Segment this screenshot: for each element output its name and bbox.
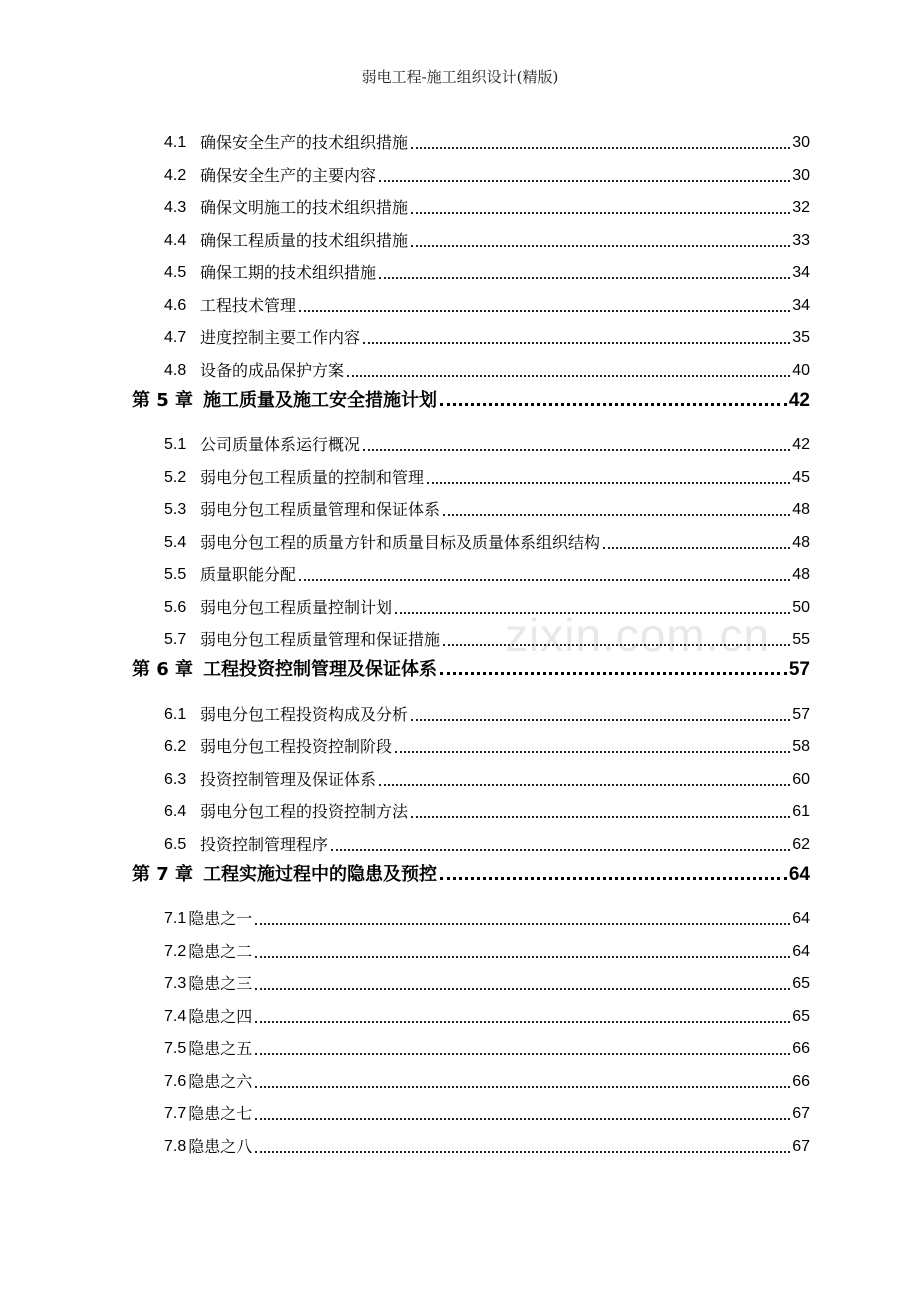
toc-entry[interactable] <box>164 593 810 619</box>
entry-title: 设备的成品保护方案 <box>200 361 345 380</box>
section-number: 7.5 <box>164 1040 187 1057</box>
dot-leader <box>411 244 790 247</box>
entry-title: 隐患之三 <box>188 974 253 993</box>
dot-leader <box>363 448 790 451</box>
page-number: 48 <box>792 534 810 551</box>
section-number: 5.6 <box>164 599 187 616</box>
page-number: 32 <box>792 199 810 216</box>
toc-entry[interactable] <box>164 625 810 651</box>
dot-leader <box>347 374 790 377</box>
entry-title: 施工质量及施工安全措施计划 <box>203 390 438 411</box>
section-number: 4.2 <box>164 167 187 184</box>
entry-title: 隐患之一 <box>188 909 253 928</box>
section-number: 4.5 <box>164 264 187 281</box>
toc-entry[interactable] <box>164 161 810 187</box>
page-number: 55 <box>792 631 810 648</box>
toc-entry[interactable] <box>164 495 810 521</box>
watermark: zixin.com.cn <box>505 609 771 661</box>
page-number: 60 <box>792 771 810 788</box>
page-number: 48 <box>792 566 810 583</box>
section-number: 4.1 <box>164 134 187 151</box>
section-number: 7.6 <box>164 1073 187 1090</box>
dot-leader <box>440 402 787 406</box>
page-number: 50 <box>792 599 810 616</box>
dot-leader <box>255 1052 790 1055</box>
dot-leader <box>331 848 790 851</box>
page-number: 30 <box>792 134 810 151</box>
toc-chapter-entry[interactable] <box>132 382 810 412</box>
entry-title: 弱电分包工程质量管理和保证措施 <box>200 630 441 649</box>
page-number: 34 <box>792 264 810 281</box>
page-number: 45 <box>792 469 810 486</box>
page-number: 57 <box>792 706 810 723</box>
dot-leader <box>440 671 787 675</box>
entry-title: 弱电分包工程质量控制计划 <box>200 598 393 617</box>
entry-title: 隐患之六 <box>188 1072 253 1091</box>
entry-title: 投资控制管理程序 <box>200 835 329 854</box>
section-number: 7.3 <box>164 975 187 992</box>
dot-leader <box>443 513 790 516</box>
page-number: 33 <box>792 232 810 249</box>
dot-leader <box>440 876 787 880</box>
dot-leader <box>411 815 790 818</box>
section-number: 5.5 <box>164 566 187 583</box>
page-number: 42 <box>788 390 810 411</box>
dot-leader <box>443 643 790 646</box>
entry-title: 隐患之八 <box>188 1137 253 1156</box>
entry-title: 工程技术管理 <box>200 296 297 315</box>
toc-entry[interactable] <box>164 1067 810 1093</box>
toc-entry[interactable] <box>164 193 810 219</box>
dot-leader <box>255 922 790 925</box>
page-number: 62 <box>792 836 810 853</box>
entry-title: 确保安全生产的技术组织措施 <box>200 133 409 152</box>
page-number: 58 <box>792 738 810 755</box>
toc-entry[interactable] <box>164 226 810 252</box>
toc-entry[interactable] <box>164 463 810 489</box>
dot-leader <box>379 179 790 182</box>
section-number: 4.7 <box>164 329 187 346</box>
section-number: 7.8 <box>164 1138 187 1155</box>
entry-title: 质量职能分配 <box>200 565 297 584</box>
page-number: 61 <box>792 803 810 820</box>
entry-title: 确保文明施工的技术组织措施 <box>200 198 409 217</box>
dot-leader <box>411 718 790 721</box>
dot-leader <box>395 750 790 753</box>
toc-entry[interactable] <box>164 258 810 284</box>
toc-entry[interactable] <box>164 323 810 349</box>
entry-title: 弱电分包工程质量管理和保证体系 <box>200 500 441 519</box>
page-number: 42 <box>792 436 810 453</box>
page-number: 65 <box>792 1008 810 1025</box>
toc-entry[interactable] <box>164 128 810 154</box>
entry-title: 隐患之二 <box>188 942 253 961</box>
section-number: 4.8 <box>164 362 187 379</box>
entry-title: 确保工期的技术组织措施 <box>200 263 377 282</box>
toc-entry[interactable] <box>164 430 810 456</box>
chapter-label: 第 6 章 <box>132 659 194 680</box>
section-number: 4.6 <box>164 297 187 314</box>
section-number: 7.2 <box>164 943 187 960</box>
dot-leader <box>255 1020 790 1023</box>
page-header: 弱电工程-施工组织设计(精版) <box>361 68 559 86</box>
page-number: 48 <box>792 501 810 518</box>
section-number: 7.1 <box>164 910 187 927</box>
page-number: 34 <box>792 297 810 314</box>
toc-entry[interactable] <box>164 528 810 554</box>
entry-title: 隐患之四 <box>188 1007 253 1026</box>
section-number: 6.3 <box>164 771 187 788</box>
section-number: 5.1 <box>164 436 187 453</box>
section-number: 5.4 <box>164 534 187 551</box>
dot-leader <box>411 211 790 214</box>
entry-title: 确保安全生产的主要内容 <box>200 166 377 185</box>
section-number: 6.1 <box>164 706 187 723</box>
dot-leader <box>395 611 790 614</box>
entry-title: 确保工程质量的技术组织措施 <box>200 231 409 250</box>
dot-leader <box>299 578 790 581</box>
page-number: 35 <box>792 329 810 346</box>
entry-title: 工程投资控制管理及保证体系 <box>203 659 438 680</box>
entry-title: 弱电分包工程投资构成及分析 <box>200 705 409 724</box>
section-number: 7.7 <box>164 1105 187 1122</box>
chapter-label: 第 5 章 <box>132 390 194 411</box>
dot-leader <box>427 481 790 484</box>
page-number: 64 <box>792 910 810 927</box>
toc-entry[interactable] <box>164 765 810 791</box>
section-number: 5.7 <box>164 631 187 648</box>
toc-entry[interactable] <box>164 904 810 930</box>
dot-leader <box>255 1085 790 1088</box>
page-number: 64 <box>792 943 810 960</box>
entry-title: 公司质量体系运行概况 <box>200 435 361 454</box>
toc-chapter-entry[interactable] <box>132 651 810 681</box>
dot-leader <box>255 955 790 958</box>
toc-entry[interactable] <box>164 1099 810 1125</box>
dot-leader <box>411 146 790 149</box>
page-number: 40 <box>792 362 810 379</box>
page-number: 66 <box>792 1040 810 1057</box>
entry-title: 弱电分包工程的质量方针和质量目标及质量体系组织结构 <box>200 533 601 552</box>
entry-title: 弱电分包工程的投资控制方法 <box>200 802 409 821</box>
section-number: 6.5 <box>164 836 187 853</box>
dot-leader <box>255 1117 790 1120</box>
dot-leader <box>255 1150 790 1153</box>
toc-entry[interactable] <box>164 1132 810 1158</box>
page-number: 66 <box>792 1073 810 1090</box>
entry-title: 弱电分包工程质量的控制和管理 <box>200 468 425 487</box>
toc-entry[interactable] <box>164 1002 810 1028</box>
page-number: 30 <box>792 167 810 184</box>
dot-leader <box>603 546 790 549</box>
section-number: 5.3 <box>164 501 187 518</box>
entry-title: 弱电分包工程投资控制阶段 <box>200 737 393 756</box>
section-number: 6.2 <box>164 738 187 755</box>
page-number: 64 <box>788 864 810 885</box>
dot-leader <box>379 783 790 786</box>
toc-entry[interactable] <box>164 560 810 586</box>
page-number: 57 <box>788 659 810 680</box>
toc-entry[interactable] <box>164 937 810 963</box>
entry-title: 隐患之五 <box>188 1039 253 1058</box>
section-number: 4.3 <box>164 199 187 216</box>
dot-leader <box>363 341 790 344</box>
page-number: 67 <box>792 1138 810 1155</box>
section-number: 6.4 <box>164 803 187 820</box>
entry-title: 进度控制主要工作内容 <box>200 328 361 347</box>
toc-entry[interactable] <box>164 1034 810 1060</box>
dot-leader <box>299 309 790 312</box>
toc-entry[interactable] <box>164 830 810 856</box>
page-number: 67 <box>792 1105 810 1122</box>
toc-entry[interactable] <box>164 291 810 317</box>
chapter-label: 第 7 章 <box>132 864 194 885</box>
section-number: 7.4 <box>164 1008 187 1025</box>
toc-entry[interactable] <box>164 797 810 823</box>
section-number: 4.4 <box>164 232 187 249</box>
entry-title: 隐患之七 <box>188 1104 253 1123</box>
dot-leader <box>379 276 790 279</box>
entry-title: 工程实施过程中的隐患及预控 <box>203 864 438 885</box>
toc-entry[interactable] <box>164 700 810 726</box>
entry-title: 投资控制管理及保证体系 <box>200 770 377 789</box>
toc-entry[interactable] <box>164 732 810 758</box>
toc-entry[interactable] <box>164 356 810 382</box>
page-number: 65 <box>792 975 810 992</box>
dot-leader <box>255 987 790 990</box>
section-number: 5.2 <box>164 469 187 486</box>
toc-entry[interactable] <box>164 969 810 995</box>
toc-chapter-entry[interactable] <box>132 856 810 886</box>
